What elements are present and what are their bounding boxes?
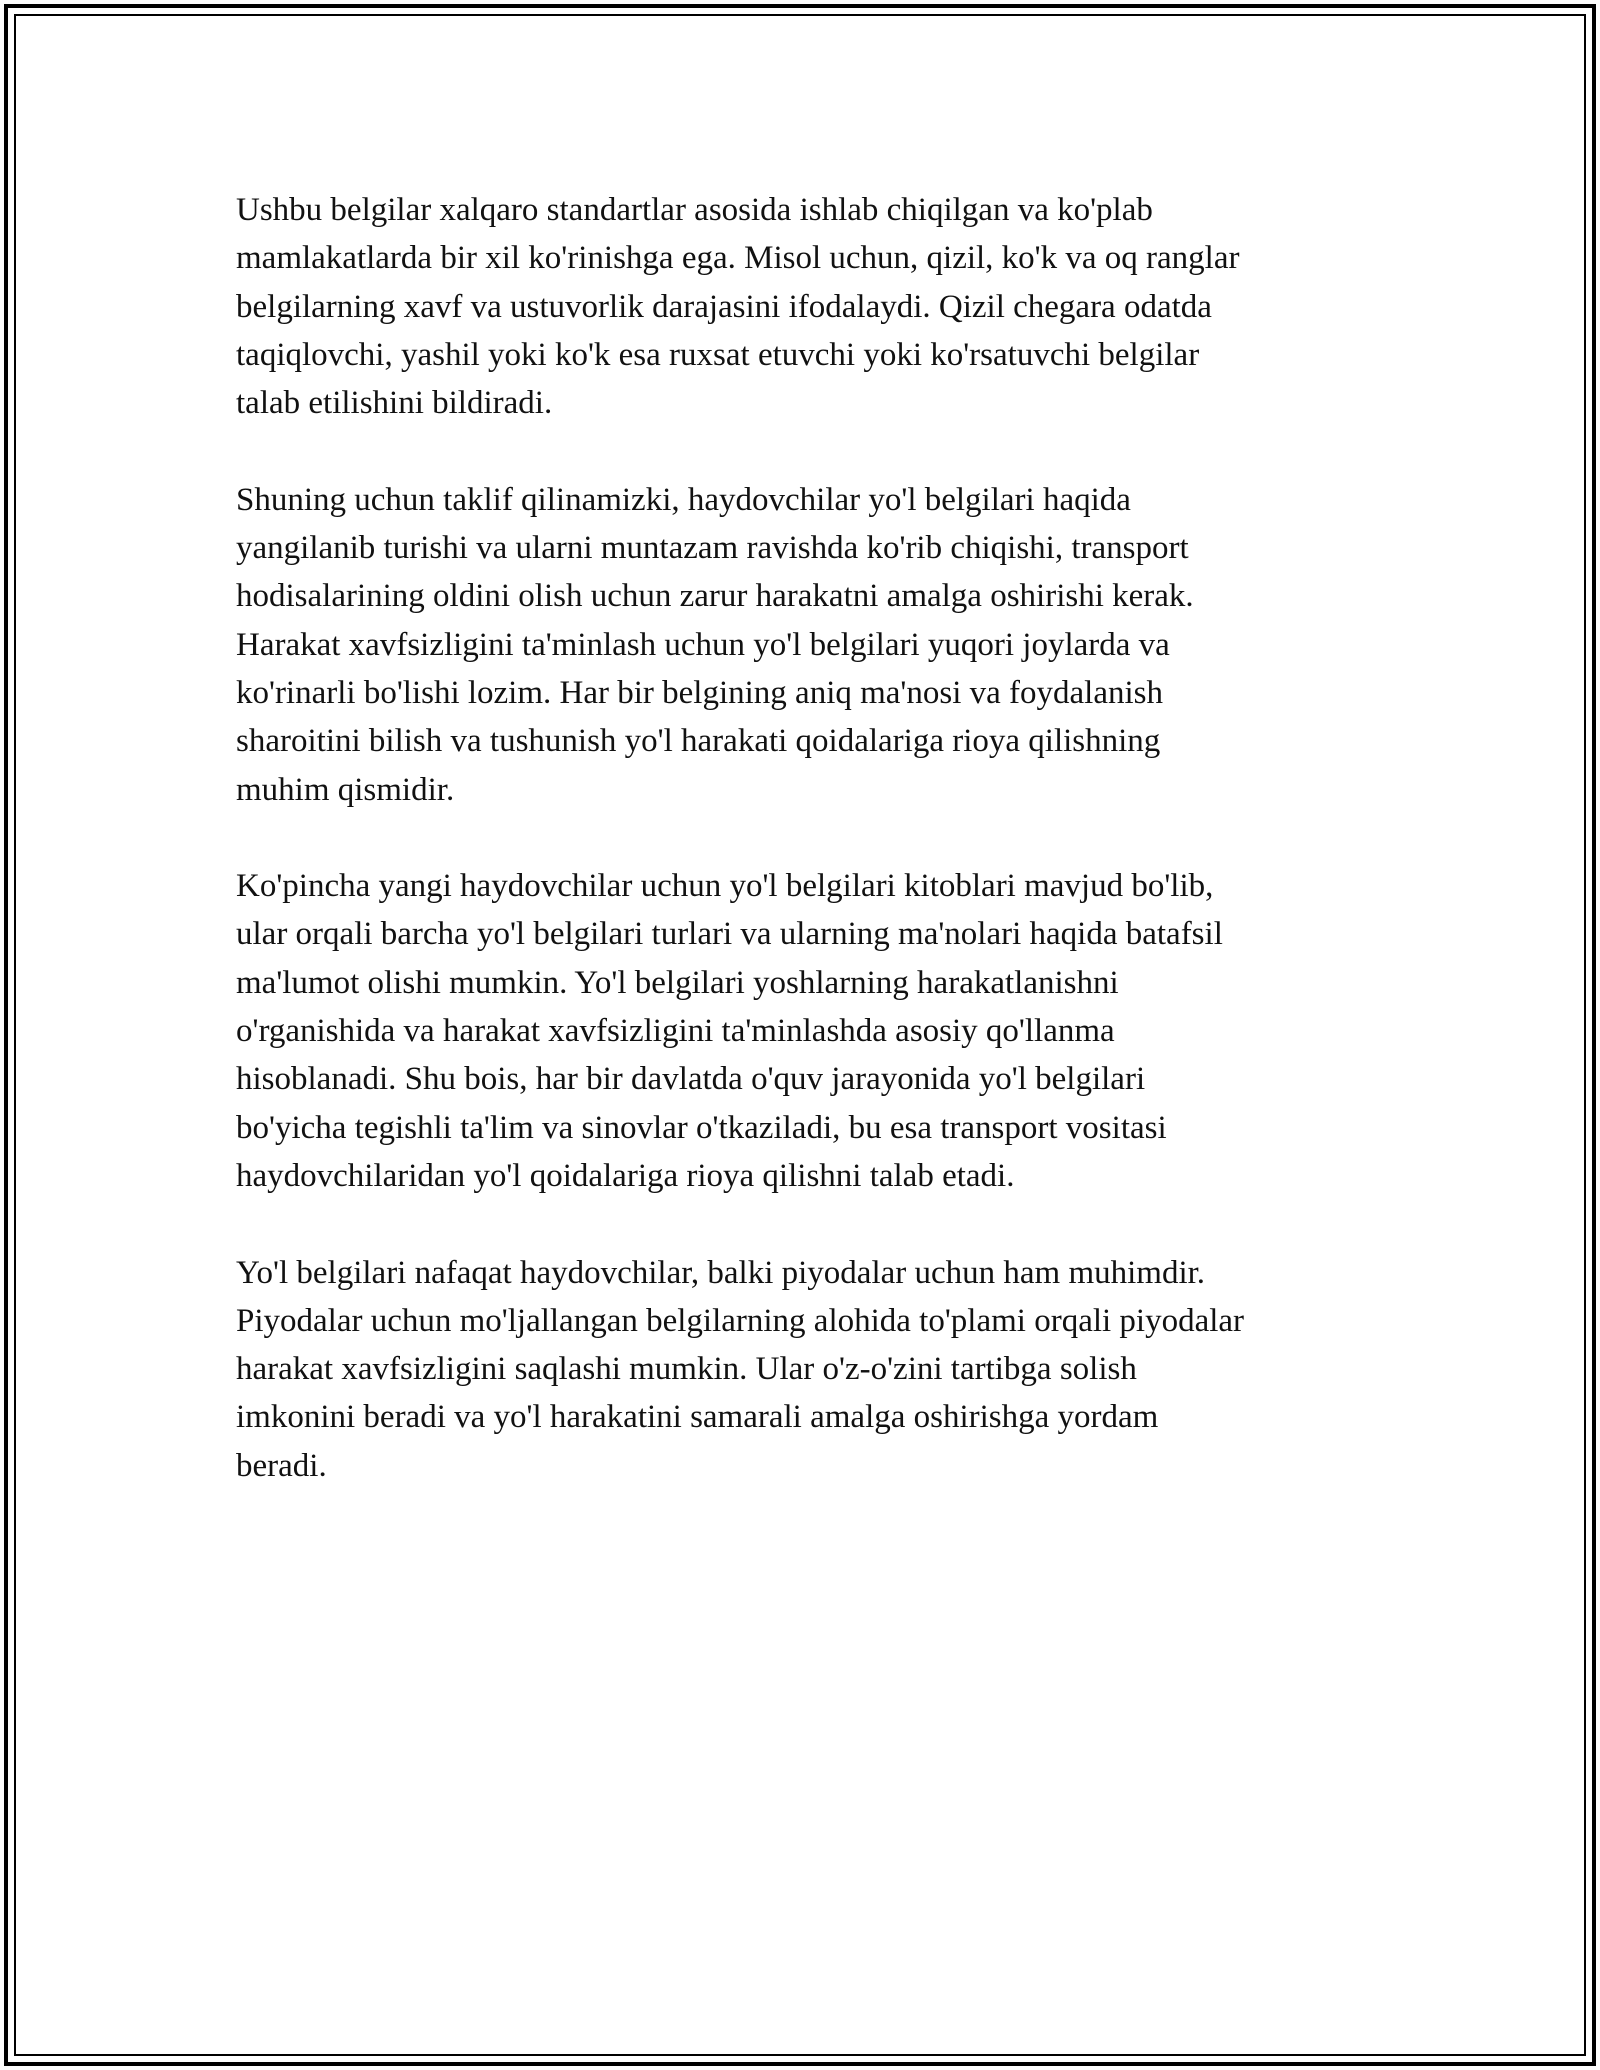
paragraph-4 bbox=[236, 1249, 1364, 1490]
text-line: ko'rinarli bo'lishi lozim. Har bir belgining aniq ma'nosi va foydalanish bbox=[236, 674, 1163, 711]
text-line: ma'lumot olishi mumkin. Yo'l belgilari yoshlarning harakatlanishni bbox=[236, 964, 1119, 1001]
text-line: Ko'pincha yangi haydovchilar uchun yo'l belgilari kitoblari mavjud bo'lib, bbox=[236, 868, 1214, 905]
text-line: sharoitini bilish va tushunish yo'l harakati qoidalariga rioya qilishning bbox=[236, 723, 1161, 760]
paragraph-3 bbox=[236, 862, 1364, 1200]
text-line: imkonini beradi va yo'l harakatini samarali amalga oshirishga yordam bbox=[236, 1399, 1159, 1436]
text-line: mamlakatlarda bir xil ko'rinishga ega. Misol uchun, qizil, ko'k va oq ranglar bbox=[236, 240, 1240, 277]
text-line: beradi. bbox=[236, 1447, 327, 1484]
text-line: Harakat xavfsizligini ta'minlash uchun yo'l belgilari yuqori joylarda va bbox=[236, 626, 1170, 663]
text-line: haydovchilaridan yo'l qoidalariga rioya qilishni talab etadi. bbox=[236, 1157, 1015, 1194]
document-body bbox=[236, 186, 1364, 1538]
text-line: harakat xavfsizligini saqlashi mumkin. Ular o'z-o'zini tartibga solish bbox=[236, 1351, 1137, 1388]
text-line: muhim qismidir. bbox=[236, 771, 455, 808]
text-line: Piyodalar uchun mo'ljallangan belgilarning alohida to'plami orqali piyodalar bbox=[236, 1302, 1245, 1339]
text-line: belgilarning xavf va ustuvorlik darajasini ifodalaydi. Qizil chegara odatda bbox=[236, 288, 1212, 325]
paragraph-1 bbox=[236, 186, 1364, 427]
text-line: talab etilishini bildiradi. bbox=[236, 385, 553, 422]
text-line: Ushbu belgilar xalqaro standartlar asosida ishlab chiqilgan va ko'plab bbox=[236, 192, 1153, 228]
text-line: bo'yicha tegishli ta'lim va sinovlar o'tkaziladi, bu esa transport vositasi bbox=[236, 1109, 1167, 1146]
text-line: yangilanib turishi va ularni muntazam ravishda ko'rib chiqishi, transport bbox=[236, 530, 1189, 567]
text-line: ular orqali barcha yo'l belgilari turlari va ularning ma'nolari haqida batafsil bbox=[236, 916, 1223, 953]
text-line: hodisalarining oldini olish uchun zarur harakatni amalga oshirishi kerak. bbox=[236, 578, 1194, 615]
text-line: Shuning uchun taklif qilinamizki, haydovchilar yo'l belgilari haqida bbox=[236, 481, 1131, 518]
text-line: o'rganishida va harakat xavfsizligini ta'minlashda asosiy qo'llanma bbox=[236, 1013, 1115, 1050]
text-line: Yo'l belgilari nafaqat haydovchilar, balki piyodalar uchun ham muhimdir. bbox=[236, 1254, 1206, 1291]
text-line: hisoblanadi. Shu bois, har bir davlatda o'quv jarayonida yo'l belgilari bbox=[236, 1061, 1146, 1098]
paragraph-2 bbox=[236, 476, 1364, 814]
text-line: taqiqlovchi, yashil yoki ko'k esa ruxsat etuvchi yoki ko'rsatuvchi belgilar bbox=[236, 336, 1200, 373]
